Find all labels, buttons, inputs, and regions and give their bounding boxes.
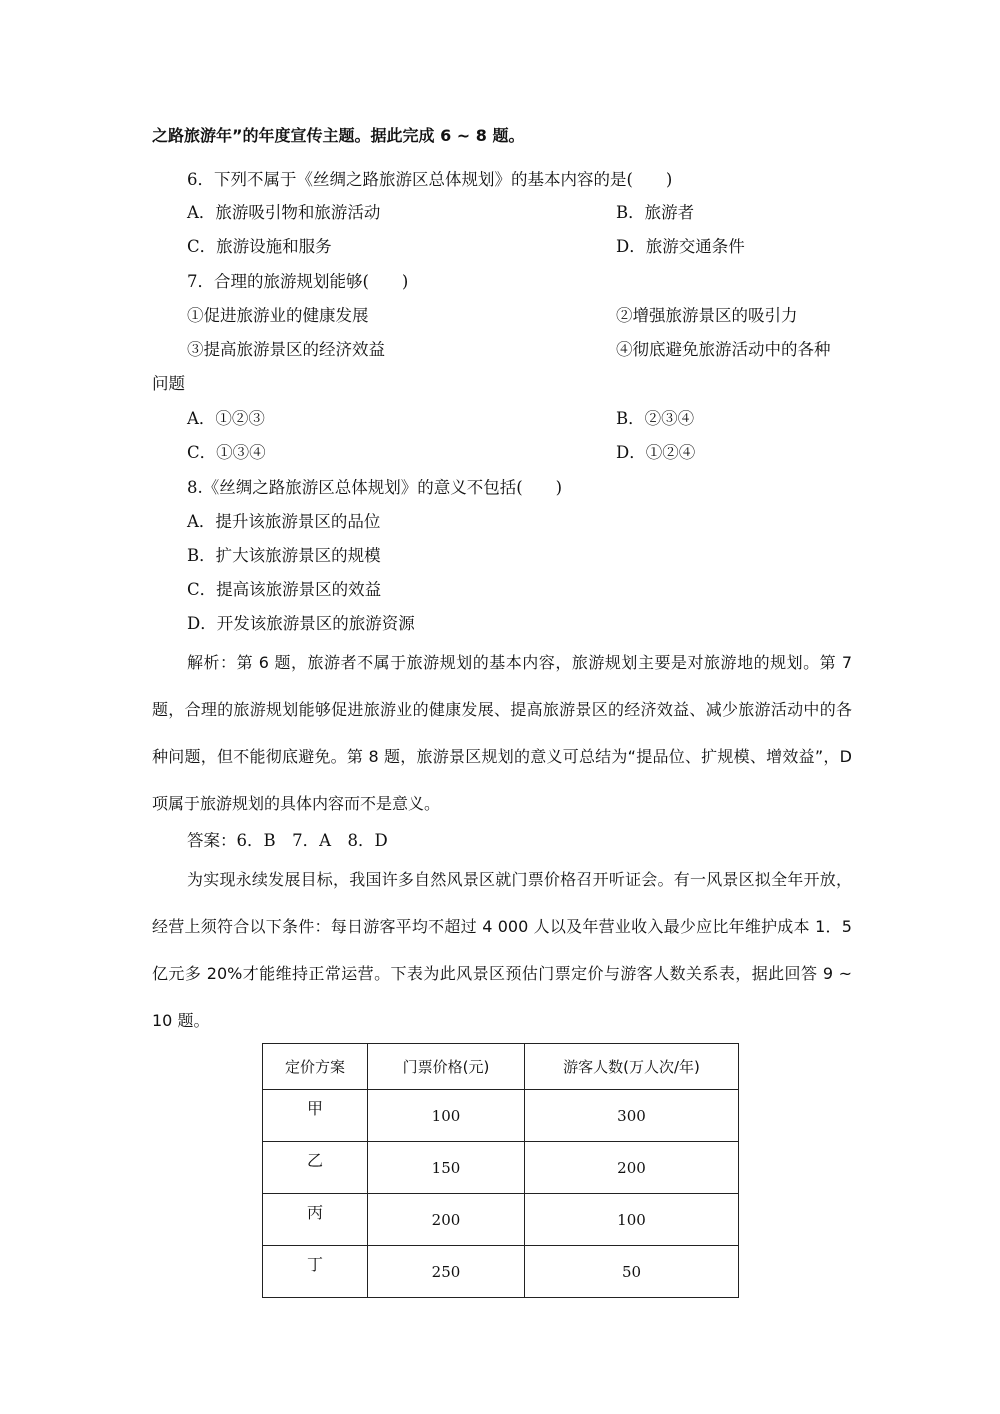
q7-statement-4-wrap: 问题 (152, 374, 185, 393)
plan-cell: 丙 (263, 1194, 368, 1246)
question-6-stem: 6．下列不属于《丝绸之路旅游区总体规划》的基本内容的是( ) (187, 170, 673, 189)
visitors-cell: 100 (525, 1194, 739, 1246)
header-plan: 定价方案 (263, 1044, 368, 1090)
q7-option-c: C．①③④ (187, 443, 266, 462)
intro-continuation: 之路旅游年”的年度宣传主题。据此完成 6 ~ 8 题。 (152, 126, 525, 145)
price-cell: 100 (368, 1090, 525, 1142)
price-cell: 200 (368, 1194, 525, 1246)
q6-option-b: B．旅游者 (616, 203, 695, 222)
table-row (263, 1090, 739, 1142)
header-ticket-price: 门票价格(元) (368, 1044, 525, 1090)
table-header-row (263, 1044, 739, 1090)
q7-option-b: B．②③④ (616, 409, 695, 428)
q6-option-d: D．旅游交通条件 (616, 237, 745, 256)
q7-option-a: A．①②③ (187, 409, 265, 428)
passage-paragraph: 为实现永续发展目标，我国许多自然风景区就门票价格召开听证会。有一风景区拟全年开放，经营上须符合以下条件：每日游客平均不超过 4 000 人以及年营业收入最少应比年维护成本 1．5 亿元多 20%才能维持正常运营。下表为此风景区预估门票定价与游客人数关系表，据此回答 9 ~ 10 题。 (152, 870, 852, 1030)
plan-cell: 丁 (263, 1246, 368, 1298)
header-visitors: 游客人数(万人次/年) (525, 1044, 739, 1090)
q7-statement-2: ②增强旅游景区的吸引力 (616, 306, 798, 325)
question-7-stem: 7．合理的旅游规划能够( ) (187, 272, 409, 291)
q7-statement-4: ④彻底避免旅游活动中的各种 (616, 340, 831, 359)
visitors-cell: 200 (525, 1142, 739, 1194)
q8-option-a: A．提升该旅游景区的品位 (187, 512, 381, 531)
table-row (263, 1142, 739, 1194)
price-cell: 150 (368, 1142, 525, 1194)
question-8-stem: 8.《丝绸之路旅游区总体规划》的意义不包括( ) (187, 478, 563, 497)
plan-cell: 甲 (263, 1090, 368, 1142)
q6-option-a: A．旅游吸引物和旅游活动 (187, 203, 381, 222)
price-cell: 250 (368, 1246, 525, 1298)
q7-statement-3: ③提高旅游景区的经济效益 (187, 340, 385, 359)
q8-option-b: B．扩大该旅游景区的规模 (187, 546, 381, 565)
answer-line: 答案：6．B 7．A 8．D (187, 831, 388, 850)
q6-option-c: C．旅游设施和服务 (187, 237, 332, 256)
q7-option-d: D．①②④ (616, 443, 696, 462)
plan-cell: 乙 (263, 1142, 368, 1194)
table-row (263, 1246, 739, 1298)
analysis-paragraph: 解析：第 6 题，旅游者不属于旅游规划的基本内容，旅游规划主要是对旅游地的规划。第 7 题，合理的旅游规划能够促进旅游业的健康发展、提高旅游景区的经济效益、减少旅游活动中的各种问题，但不能彻底避免。第 8 题，旅游景区规划的意义可总结为“提品位、扩规模、增效益”，D 项属于旅游规划的具体内容而不是意义。 (152, 653, 852, 813)
visitors-cell: 300 (525, 1090, 739, 1142)
q7-statement-1: ①促进旅游业的健康发展 (187, 306, 369, 325)
visitors-cell: 50 (525, 1246, 739, 1298)
table-row (263, 1194, 739, 1246)
pricing-table (262, 1043, 739, 1298)
q8-option-c: C．提高该旅游景区的效益 (187, 580, 382, 599)
q8-option-d: D．开发该旅游景区的旅游资源 (187, 614, 415, 633)
